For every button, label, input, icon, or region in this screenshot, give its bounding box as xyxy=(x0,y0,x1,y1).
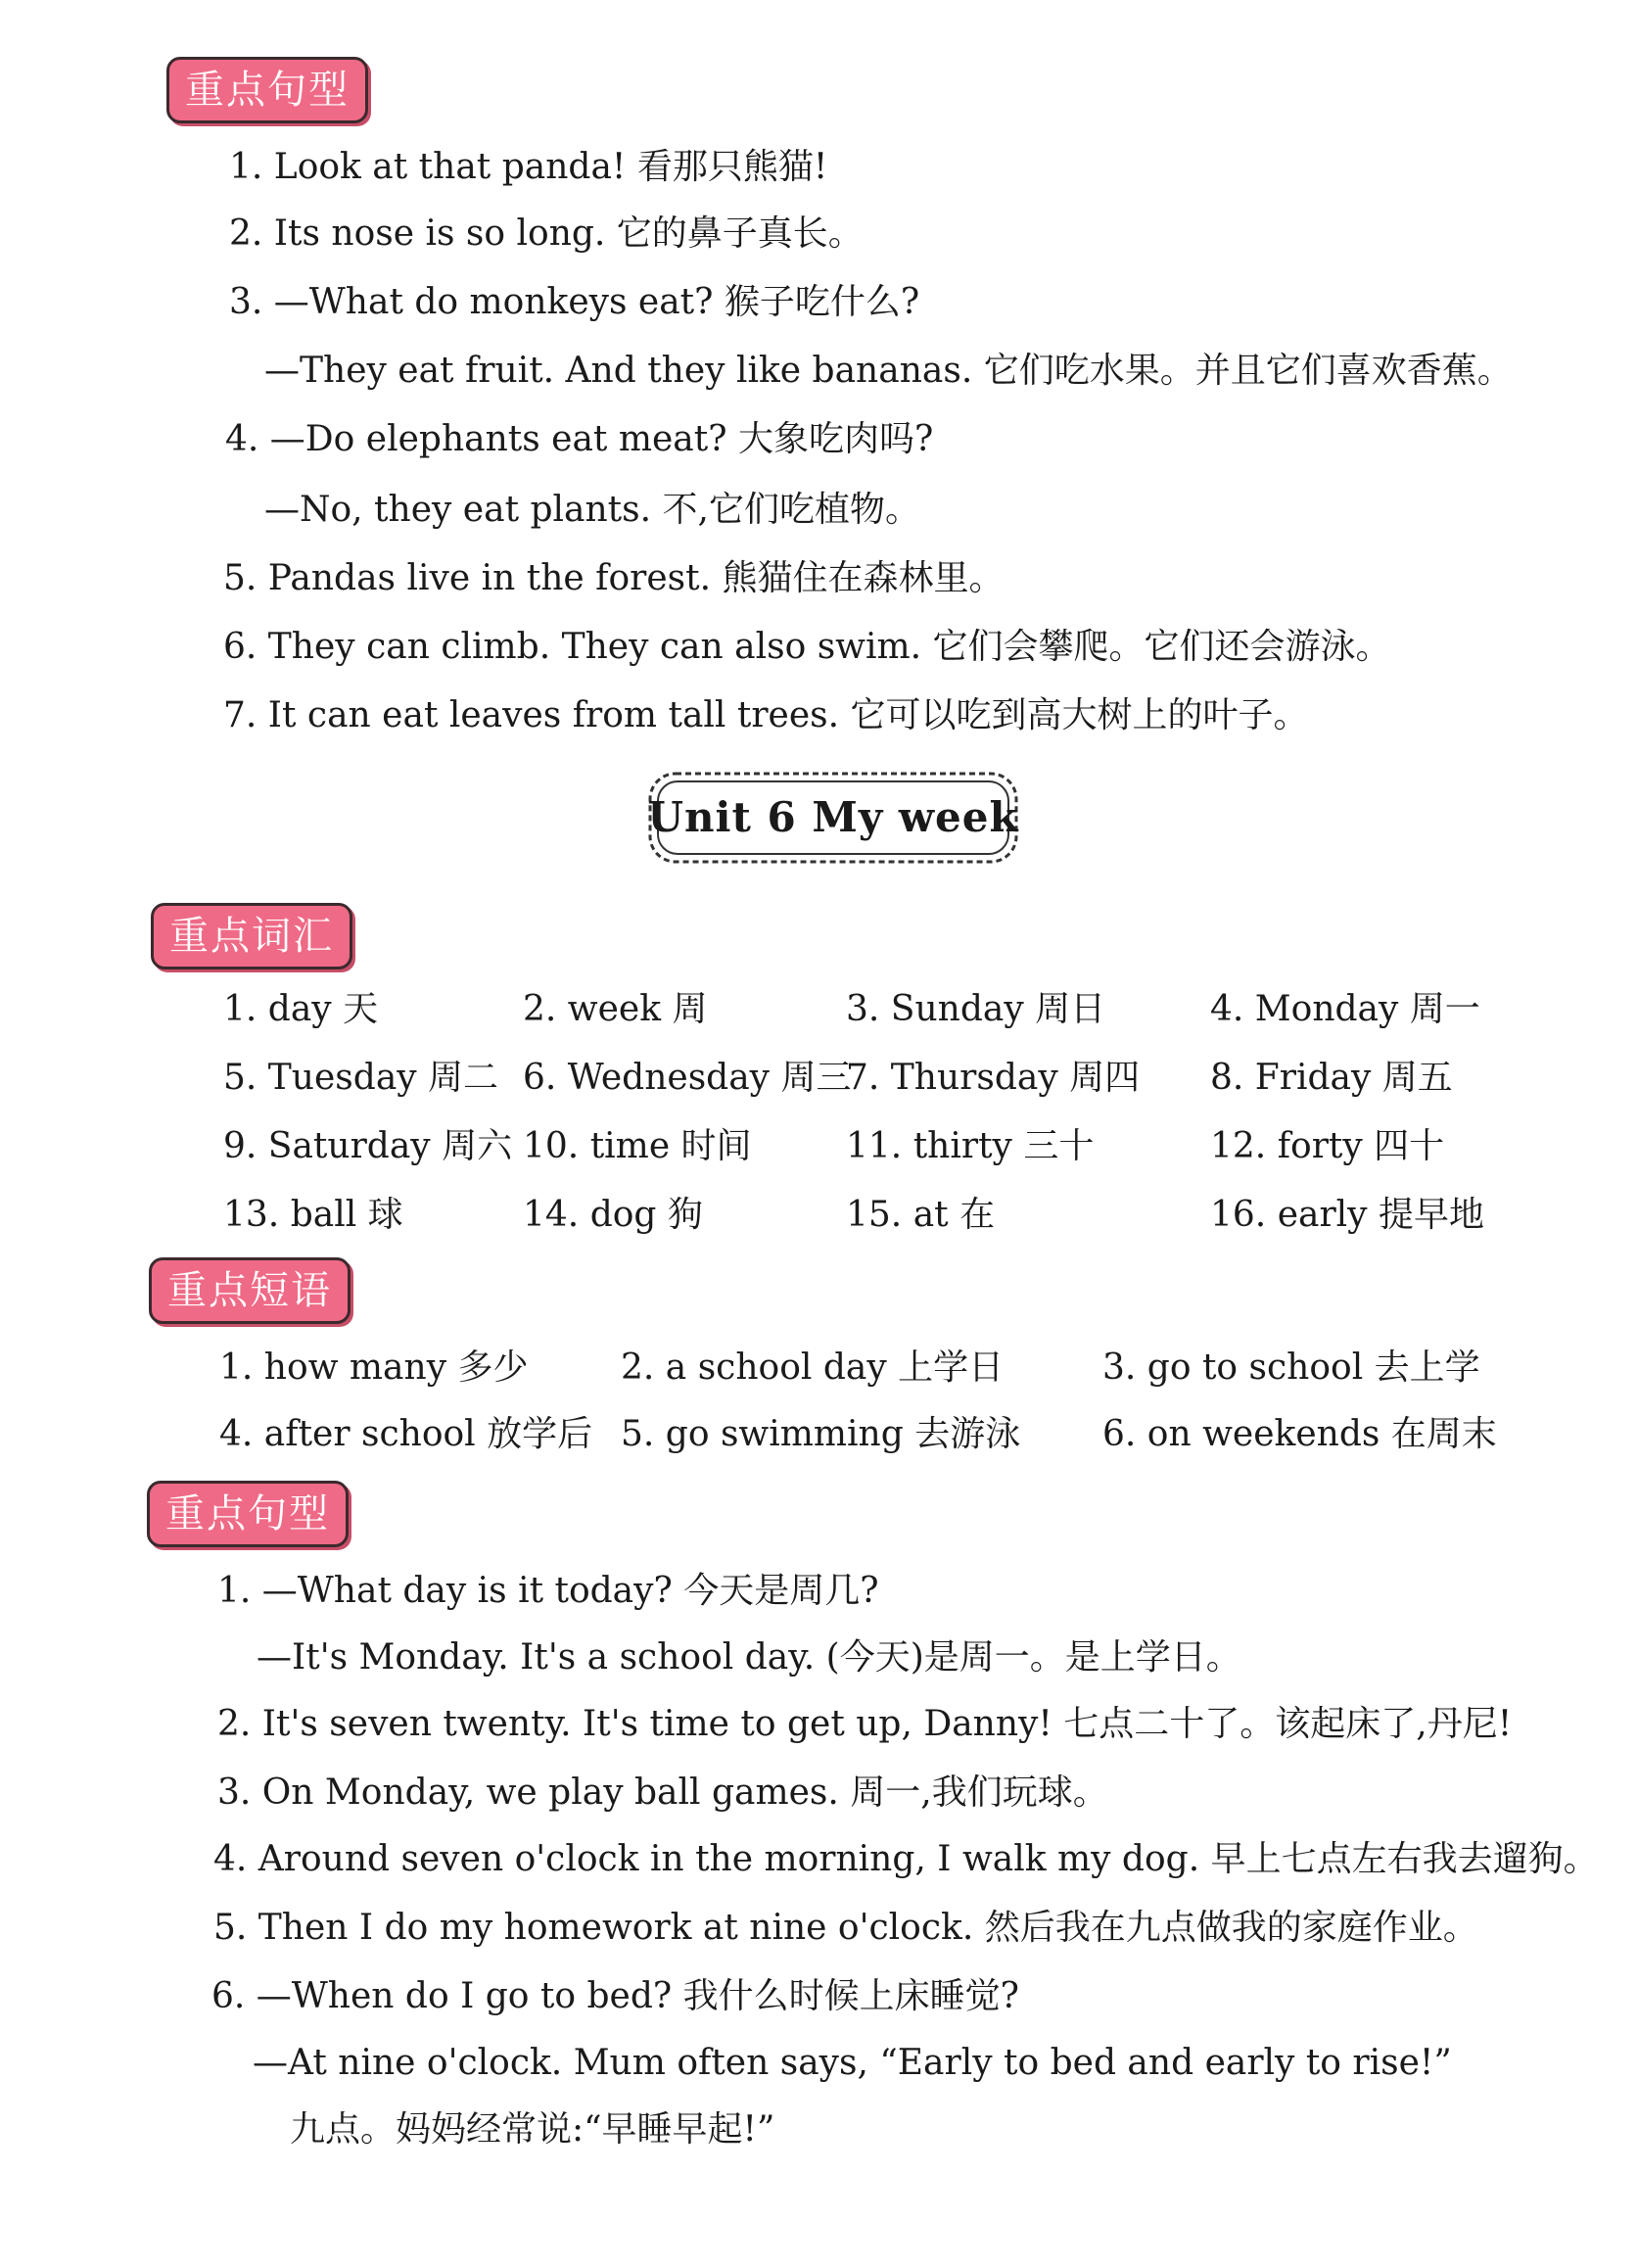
sentence-line: —They eat fruit. And they like bananas. 它们吃水果。并且它们喜欢香蕉。 xyxy=(264,351,1513,391)
vocab-item: 7. Thursday 周四 xyxy=(846,1058,1141,1098)
section-badge-key-sentences: 重点句型 xyxy=(166,57,368,123)
sentence-line: 5. Then I do my homework at nine o'clock. 然后我在九点做我的家庭作业。 xyxy=(213,1908,1478,1948)
unit-title: Unit 6 My week xyxy=(647,793,1019,841)
sentence-line: 1. Look at that panda! 看那只熊猫! xyxy=(229,147,828,187)
sentence-line: 4. Around seven o'clock in the morning, I walk my dog. 早上七点左右我去遛狗。 xyxy=(213,1839,1599,1879)
vocab-item: 12. forty 四十 xyxy=(1210,1126,1445,1166)
section-badge-key-sentences: 重点句型 xyxy=(147,1481,349,1547)
vocab-item: 13. ball 球 xyxy=(223,1195,403,1235)
vocab-item: 10. time 时间 xyxy=(523,1126,752,1166)
phrase-item: 2. a school day 上学日 xyxy=(621,1347,1005,1388)
unit-title-frame xyxy=(642,766,1024,870)
sentence-line: 2. It's seven twenty. It's time to get up, Danny! 七点二十了。该起床了,丹尼! xyxy=(217,1704,1513,1744)
section-badge-key-phrases: 重点短语 xyxy=(149,1257,351,1324)
sentence-line: 5. Pandas live in the forest. 熊猫住在森林里。 xyxy=(223,558,1005,598)
sentence-line: 3. —What do monkeys eat? 猴子吃什么? xyxy=(229,282,920,322)
sentence-line: —No, they eat plants. 不,它们吃植物。 xyxy=(264,490,920,530)
phrase-item: 4. after school 放学后 xyxy=(219,1414,593,1454)
phrase-item: 6. on weekends 在周末 xyxy=(1102,1414,1497,1454)
sentence-line: —It's Monday. It's a school day. (今天)是周一。是上学日。 xyxy=(257,1637,1241,1677)
sentence-line: —At nine o'clock. Mum often says, “Early to bed and early to rise!” xyxy=(253,2043,1452,2083)
vocab-item: 11. thirty 三十 xyxy=(846,1126,1095,1166)
vocab-item: 9. Saturday 周六 xyxy=(223,1126,513,1166)
vocab-item: 1. day 天 xyxy=(223,989,379,1029)
sentence-line: 6. They can climb. They can also swim. 它们会攀爬。它们还会游泳。 xyxy=(223,627,1391,667)
sentence-line: 7. It can eat leaves from tall trees. 它可以吃到高大树上的叶子。 xyxy=(223,695,1309,735)
phrase-item: 5. go swimming 去游泳 xyxy=(621,1414,1021,1454)
vocab-item: 6. Wednesday 周三 xyxy=(523,1058,852,1098)
sentence-line: 2. Its nose is so long. 它的鼻子真长。 xyxy=(229,213,864,254)
sentence-line: 1. —What day is it today? 今天是周几? xyxy=(217,1571,879,1611)
section-badge-key-vocabulary: 重点词汇 xyxy=(151,903,352,969)
vocab-item: 5. Tuesday 周二 xyxy=(223,1058,499,1098)
vocab-item: 14. dog 狗 xyxy=(523,1195,703,1235)
phrase-item: 1. how many 多少 xyxy=(219,1347,529,1388)
sentence-line: 3. On Monday, we play ball games. 周一,我们玩球。 xyxy=(217,1772,1108,1813)
vocab-item: 2. week 周 xyxy=(523,989,708,1029)
vocab-item: 15. at 在 xyxy=(846,1195,996,1235)
phrase-item: 3. go to school 去上学 xyxy=(1102,1347,1480,1388)
vocab-item: 4. Monday 周一 xyxy=(1210,989,1480,1029)
sentence-line: 九点。妈妈经常说:“早睡早起!” xyxy=(290,2109,775,2150)
vocab-item: 16. early 提早地 xyxy=(1210,1195,1484,1235)
sentence-line: 6. —When do I go to bed? 我什么时候上床睡觉? xyxy=(211,1976,1019,2016)
vocab-item: 3. Sunday 周日 xyxy=(846,989,1106,1029)
sentence-line: 4. —Do elephants eat meat? 大象吃肉吗? xyxy=(225,419,934,459)
vocab-item: 8. Friday 周五 xyxy=(1210,1058,1453,1098)
